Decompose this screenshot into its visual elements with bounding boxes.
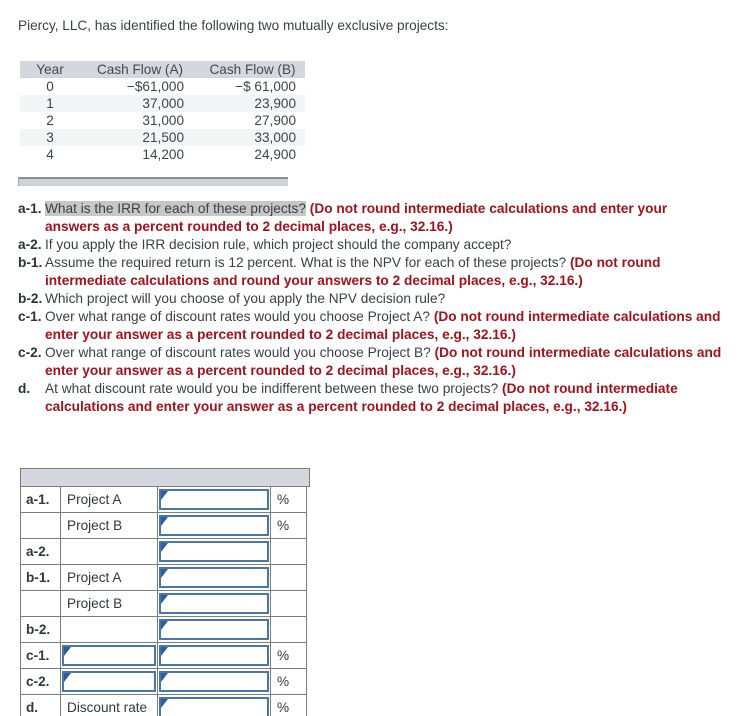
answer-item-label: Project B: [67, 518, 123, 533]
answer-input-a-2[interactable]: [161, 543, 267, 560]
answer-item-cell: [61, 695, 158, 716]
answer-table-header-bar: [20, 468, 310, 487]
answer-input-c-1-range-start[interactable]: [64, 647, 154, 664]
answer-input-box: [159, 671, 269, 692]
answer-input-box: [62, 645, 156, 666]
answer-row-b-1-project-b: [21, 591, 307, 617]
answer-item-cell: [61, 591, 158, 617]
answer-input-box: [159, 541, 269, 562]
answer-row-label: c-1.: [21, 643, 61, 669]
answer-row-b-2: [21, 617, 307, 643]
question-text: Which project will you choose of you apply the NPV decision rule?: [45, 291, 446, 306]
answer-unit: [271, 591, 307, 617]
highlighted-question-text: What is the IRR for each of these projects?: [45, 201, 306, 216]
answer-row-label: d.: [21, 695, 61, 716]
answer-item-label: Project A: [67, 492, 122, 507]
answer-input-box: [159, 645, 269, 666]
cashflow-cell: 2: [46, 113, 54, 128]
question-a-2: [18, 236, 722, 254]
answer-row-label: a-2.: [21, 539, 61, 565]
answer-row-label: b-2.: [21, 617, 61, 643]
answer-input-c-1[interactable]: [161, 647, 267, 664]
cashflow-column-header: Cash Flow (A): [96, 62, 184, 77]
answer-input-c-2[interactable]: [161, 673, 267, 690]
cashflow-cell: −$61,000: [126, 79, 184, 94]
cashflow-cell: 37,000: [142, 96, 184, 111]
question-instruction: (Do not round intermediate calculations and enter your answer as a percent rounded to 2 decimal places, e.g., 32.16.): [45, 381, 678, 414]
question-text: At what discount rate would you be indifferent between these two projects?: [45, 381, 499, 396]
cashflow-cell: 33,000: [254, 130, 296, 145]
question-label: b-2.: [18, 291, 43, 306]
cashflow-cell: 31,000: [142, 113, 184, 128]
answer-item-cell: [61, 617, 158, 643]
question-label: a-1.: [18, 201, 42, 216]
answer-unit: %: [271, 643, 307, 669]
answer-input-b-2[interactable]: [161, 621, 267, 638]
cashflow-row: [20, 78, 305, 95]
answer-item-label: Project A: [67, 570, 122, 585]
answer-item-label: Discount rate: [67, 700, 148, 715]
answer-table-body: [21, 487, 307, 716]
answer-item-cell: [61, 565, 158, 591]
cashflow-header-row: [20, 61, 305, 78]
answer-row-label: a-1.: [21, 487, 61, 513]
question-instruction: (Do not round intermediate calculations and enter your answer as a percent rounded to 2 decimal places, e.g., 32.16.): [45, 345, 722, 378]
answer-input-box: [159, 489, 269, 510]
question-text: Over what range of discount rates would you choose Project B?: [45, 345, 431, 360]
answer-unit: [271, 565, 307, 591]
cashflow-column-header: Cash Flow (B): [209, 62, 296, 77]
cashflow-cell: 3: [46, 130, 54, 145]
answer-input-b-1-project-b[interactable]: [161, 595, 267, 612]
answer-input-cell: [158, 539, 271, 565]
answer-row-label: [21, 513, 61, 539]
cashflow-row: [20, 112, 305, 129]
cashflow-column-header: Year: [36, 62, 64, 77]
cashflow-cell: 0: [46, 79, 54, 94]
question-label: a-2.: [18, 237, 42, 252]
answer-item-cell: [61, 643, 158, 669]
answer-row-label: b-1.: [21, 565, 61, 591]
answer-row-a-2: [21, 539, 307, 565]
problem-statement: Piercy, LLC, has identified the following two mutually exclusive projects:: [18, 18, 449, 33]
answer-unit: [271, 539, 307, 565]
answer-input-cell: [158, 487, 271, 513]
answer-item-cell: [61, 513, 158, 539]
horizontal-scrollbar[interactable]: [18, 177, 288, 186]
question-list: [18, 200, 722, 416]
cashflow-cell: −$ 61,000: [235, 79, 296, 94]
cashflow-cell: 21,500: [142, 130, 184, 145]
answer-input-cell: [158, 591, 271, 617]
answer-table: [20, 486, 307, 716]
question-text: Over what range of discount rates would you choose Project A?: [45, 309, 430, 324]
cashflow-cell: 4: [46, 147, 54, 162]
answer-row-c-2: [21, 669, 307, 695]
cashflow-cell: 14,200: [142, 147, 184, 162]
cashflow-row: [20, 95, 305, 112]
answer-input-d[interactable]: [161, 699, 267, 716]
question-d: [18, 380, 722, 416]
cashflow-cell: 27,900: [254, 113, 296, 128]
answer-unit: %: [271, 695, 307, 716]
answer-row-d: [21, 695, 307, 716]
answer-row-a-1-project-b: [21, 513, 307, 539]
cashflow-cell: 24,900: [254, 147, 296, 162]
cashflow-row: [20, 129, 305, 146]
answer-item-label: [61, 622, 67, 637]
answer-input-cell: [158, 565, 271, 591]
answer-input-c-2-range-start[interactable]: [64, 673, 154, 690]
answer-item-cell: [61, 539, 158, 565]
answer-input-box: [159, 567, 269, 588]
answer-input-b-1-project-a[interactable]: [161, 569, 267, 586]
cashflow-table-head: [20, 61, 305, 78]
answer-input-cell: [158, 643, 271, 669]
question-label: c-1.: [18, 309, 42, 324]
answer-input-box: [159, 619, 269, 640]
cashflow-table-body: [20, 78, 305, 163]
answer-item-label: Project B: [67, 596, 123, 611]
answer-input-cell: [158, 513, 271, 539]
question-b-1: [18, 254, 722, 290]
answer-unit: [271, 617, 307, 643]
answer-item-cell: [61, 487, 158, 513]
question-label: b-1.: [18, 255, 43, 270]
question-instruction: (Do not round intermediate calculations and round your answers to 2 decimal places, e.g., 32.16.): [45, 255, 661, 288]
answer-row-a-1-project-a: [21, 487, 307, 513]
answer-row-b-1-project-a: [21, 565, 307, 591]
answer-input-a-1-project-b[interactable]: [161, 517, 267, 534]
answer-input-box: [62, 671, 156, 692]
answer-input-a-1-project-a[interactable]: [161, 491, 267, 508]
answer-item-label: [61, 544, 67, 559]
answer-unit: %: [271, 513, 307, 539]
answer-row-c-1: [21, 643, 307, 669]
answer-unit: %: [271, 669, 307, 695]
question-b-2: [18, 290, 722, 308]
answer-input-cell: [158, 669, 271, 695]
answer-row-label: c-2.: [21, 669, 61, 695]
answer-input-box: [159, 515, 269, 536]
question-label: c-2.: [18, 345, 42, 360]
cashflow-cell: 23,900: [254, 96, 296, 111]
question-instruction: (Do not round intermediate calculations and enter your answer as a percent rounded to 2 decimal places, e.g., 32.16.): [45, 309, 721, 342]
question-a-1: [18, 200, 722, 236]
question-c-2: [18, 344, 722, 380]
cashflow-row: [20, 146, 305, 163]
question-text: Assume the required return is 12 percent. What is the NPV for each of these projects?: [45, 255, 567, 270]
answer-input-cell: [158, 617, 271, 643]
question-text: If you apply the IRR decision rule, which project should the company accept?: [45, 237, 512, 252]
question-instruction: (Do not round intermediate calculations and enter your answers as a percent rounded to 2 decimal places, e.g., 32.16.): [45, 201, 668, 234]
answer-input-box: [159, 697, 269, 716]
question-label: d.: [18, 381, 31, 396]
question-c-1: [18, 308, 722, 344]
cashflow-cell: 1: [46, 96, 54, 111]
answer-input-cell: [158, 695, 271, 716]
answer-item-cell: [61, 669, 158, 695]
answer-row-label: [21, 591, 61, 617]
cashflow-table: [20, 61, 305, 163]
answer-input-box: [159, 593, 269, 614]
answer-unit: %: [271, 487, 307, 513]
